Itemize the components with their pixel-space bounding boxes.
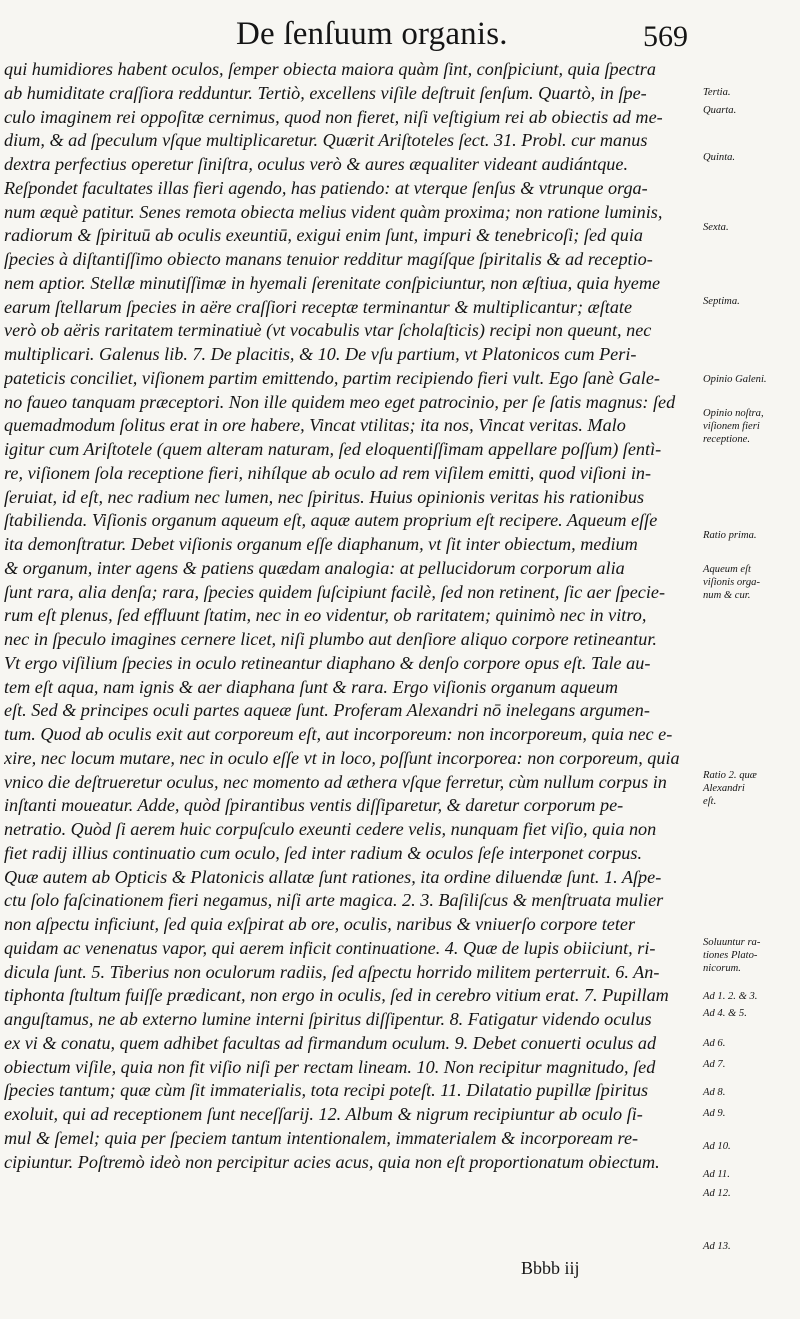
text-line: ſeruiat, id eſt, nec radium nec lumen, nec ſpiritus. Huius opinionis veritas his rationibus (4, 486, 645, 507)
text-line: nec in ſpeculo imagines cernere licet, niſi plumbo aut denſiore aliquo corpore retineantur. (4, 629, 657, 649)
text-line: quemadmodum ſolitus erat in ore habere, Vincat vtilitas; ita nos, Vincat veritas. Malo (4, 415, 626, 436)
text-line: non aſpectu inficiunt, ſed quia exſpirat ab ore, oculis, naribus & vniuerſo corpore teter (4, 914, 636, 934)
text-line: ita demonſtratur. Debet viſionis organum eſſe diaphanum, vt ſit inter obiectum, medium (4, 534, 638, 554)
text-line: anguſtamus, ne ab externo lumine interni ſpiritus diſſipentur. 8. Fatigatur videndo oculus (4, 1009, 652, 1029)
text-line: qui humidiores habent oculos, ſemper obiecta maiora quàm ſint, conſpiciunt, quia ſpectra (4, 59, 656, 79)
text-line: netratio. Quòd ſi aerem huic corpuſculo exeunti cedere velis, nunquam fiet viſio, quia non (4, 819, 657, 839)
text-line: tem eſt aqua, nam ignis & aer diaphana ſunt & rara. Ergo viſionis organum aqueum (4, 676, 618, 697)
margin-note: Quarta. (703, 105, 737, 116)
margin-note: Ad 4. & 5. (703, 1008, 747, 1019)
text-line: no faueo tanquam præceptori. Non ille quidem meo eget patrocinio, per ſe ſatis magnus: ſed (4, 391, 676, 412)
margin-notes (703, 0, 799, 1319)
text-line: pateticis conciliet, viſionem partim emittendo, partim recipiendo fieri vult. Ego ſanè Gale- (4, 367, 660, 388)
text-line: ſpecies tantum; quæ cùm ſit immaterialis, tota recipi poteſt. 11. Dilatatio pupillæ ſpiritus (4, 1080, 649, 1101)
text-line: cipiuntur. Poſtremò ideò non percipitur acies acus, quia non eſt proportionatum obiectum. (4, 1151, 660, 1172)
text-line: exoluit, qui ad receptionem ſunt neceſſarij. 12. Album & nigrum recipiuntur ab oculo ſi- (4, 1104, 643, 1124)
page-header (0, 14, 800, 58)
text-line: nem aptior. Stellæ minutiſſimæ in hyemali ſerenitate conſpiciuntur, non æſtiua, quia hyeme (4, 272, 661, 293)
margin-note: Sexta. (703, 222, 729, 233)
text-line: dextra perfectius operetur ſiniſtra, oculus verò & aures æqualiter videant audiántque. (4, 154, 629, 174)
page-number: 569 (643, 20, 688, 53)
text-line: dicula ſunt. 5. Tiberius non oculorum radiis, ſed aſpectu horrido militem perterruit. 6. An- (4, 961, 660, 982)
text-line: ſtabilienda. Viſionis organum aqueum eſt, aquæ autem proprium eſt recipere. Aqueum eſſe (4, 510, 658, 531)
text-line: ab humiditate craſſiora redduntur. Tertiò, excellens viſile deſtruit ſenſum. Quartò, in ſpe- (4, 82, 647, 103)
text-line: & organum, inter agens & patiens quædam analogia: at pellucidorum corporum alia (4, 557, 625, 578)
signature-mark: Bbbb iij (521, 1258, 580, 1278)
text-line: rum eſt plenus, ſed effluunt ſtatim, nec in eo videntur, ob raritatem; quinimò nec in vitro, (4, 605, 647, 626)
margin-note: Ad 6. (703, 1038, 726, 1049)
margin-note: Opinio Galeni. (703, 374, 767, 385)
margin-note: Ad 7. (703, 1059, 726, 1070)
text-line: ſpecies à diſtantiſſimo obiecto manans tenuior redditur magíſque ſpiritalis & ad receptio- (4, 249, 653, 269)
text-line: verò ob aëris raritatem terminatiuè (vt vocabulis vtar ſcholaſticis) recipi non queunt, nec (4, 320, 652, 341)
margin-note: Septima. (703, 296, 740, 307)
text-line: quidam ac venenatus vapor, qui aerem inficit continuatione. 4. Quæ de lupis obiiciunt, ri- (4, 937, 656, 958)
text-line: dium, & ad ſpeculum vſque multiplicaretur. Quærit Ariſtoteles ſect. 31. Probl. cur manus (4, 130, 648, 151)
margin-note: Tertia. (703, 87, 731, 98)
text-line: igitur cum Ariſtotele (quem alteram naturam, ſed eloquentiſſimam appellare poſſum) ſentì- (4, 439, 662, 459)
text-line: ex vi & conatu, quem adhibet facultas ad firmandum oculum. 9. Debet conuerti oculus ad (4, 1032, 657, 1053)
margin-note: Ad 10. (703, 1141, 731, 1152)
text-line: Vt ergo viſilium ſpecies in oculo retineantur diaphano & denſo corpore opus eſt. Tale au- (4, 652, 651, 673)
text-line: inſtanti moueatur. Adde, quòd ſpirantibus ventis diſſiparetur, & daretur corporum pe- (4, 795, 624, 816)
margin-note: Ad 11. (703, 1169, 730, 1180)
text-line: fiet radij illius continuatio cum oculo, ſed inter radium & oculos ſeſe interponet corpus. (4, 842, 643, 863)
margin-note: Quinta. (703, 152, 736, 163)
margin-note: Ad 12. (703, 1188, 731, 1199)
text-line: vnico die deſtrueretur oculus, nec momento ad æthera vſque ferretur, cùm nullum corpus in (4, 771, 667, 792)
margin-note: Aqueum eſt viſionis orga- num & cur. (703, 564, 760, 601)
text-line: obiectum viſile, quia non fit viſio niſi per rectam lineam. 10. Non recipitur magnitudo, ſed (4, 1056, 656, 1077)
margin-note: Ad 13. (703, 1241, 731, 1252)
text-line: eſt. Sed & principes oculi partes aqueæ ſunt. Proferam Alexandri nō inelegans argumen- (4, 700, 650, 721)
text-line: ſunt rara, alia denſa; rara, ſpecies quidem ſuſcipiunt facilè, ſed non retinent, ſic aer ſpecie- (4, 581, 666, 602)
text-line: Quæ autem ab Opticis & Platonicis allatæ ſunt rationes, ita ordine diluendæ ſunt. 1. Aſpe- (4, 866, 662, 887)
text-line: multiplicari. Galenus lib. 7. De placitis, & 10. De vſu partium, vt Platonicos cum Peri- (4, 344, 637, 364)
margin-note: Ad 1. 2. & 3. (703, 991, 758, 1002)
running-title: De ſenſuum organis. (236, 16, 508, 52)
text-line: Reſpondet facultates illas fieri agendo, has patiendo: at vterque ſenſus & vtrunque orga- (4, 177, 648, 198)
text-line: num æquè patitur. Senes remota obiecta melius vident quàm proxima; non ratione luminis, (4, 201, 663, 222)
margin-note: Ad 8. (703, 1087, 726, 1098)
text-line: tiphonta ſtultum fuiſſe prædicant, non ergo in oculis, ſed in cerebro vitium erat. 7. Pupillam (4, 985, 669, 1006)
text-line: tum. Quod ab oculis exit aut corporeum eſt, aut incorporeum: non incorporeum, quia nec e- (4, 724, 673, 744)
text-line: radiorum & ſpirituū ab oculis exeuntiū, exigui enim ſunt, impuri & tenebricoſi; ſed quia (4, 225, 644, 246)
text-line: xire, nec locum mutare, nec in oculo eſſe vt in loco, poſſunt incorporea: non corporeum, quia (4, 747, 680, 768)
margin-note: Ratio prima. (703, 530, 757, 541)
text-line: mul & ſemel; quia per ſpeciem tantum intentionalem, immaterialem & incorpoream re- (4, 1127, 639, 1148)
body-text (4, 58, 704, 1174)
margin-note: Soluuntur ra- tiones Plato- nicorum. (703, 937, 761, 974)
text-line: earum ſtellarum ſpecies in aëre craſſiori receptæ terminantur & multiplicantur; æſtate (4, 296, 633, 317)
margin-note: Opinio noſtra, viſionem fieri receptione. (703, 408, 764, 445)
text-line: ctu ſolo faſcinationem fieri negamus, niſi arte magica. 2. 3. Baſiliſcus & menſtruata mulier (4, 890, 664, 911)
margin-note: Ad 9. (703, 1108, 726, 1119)
margin-note: Ratio 2. quæ Alexandri eſt. (703, 770, 757, 807)
text-line: re, viſionem ſola receptione fieri, nihílque ab oculo ad rem viſilem emitti, quod viſioni in- (4, 462, 652, 483)
text-line: culo imaginem rei oppoſitæ cernimus, quod non fieret, niſi veſtigium rei ab obiectis ad me- (4, 106, 663, 127)
